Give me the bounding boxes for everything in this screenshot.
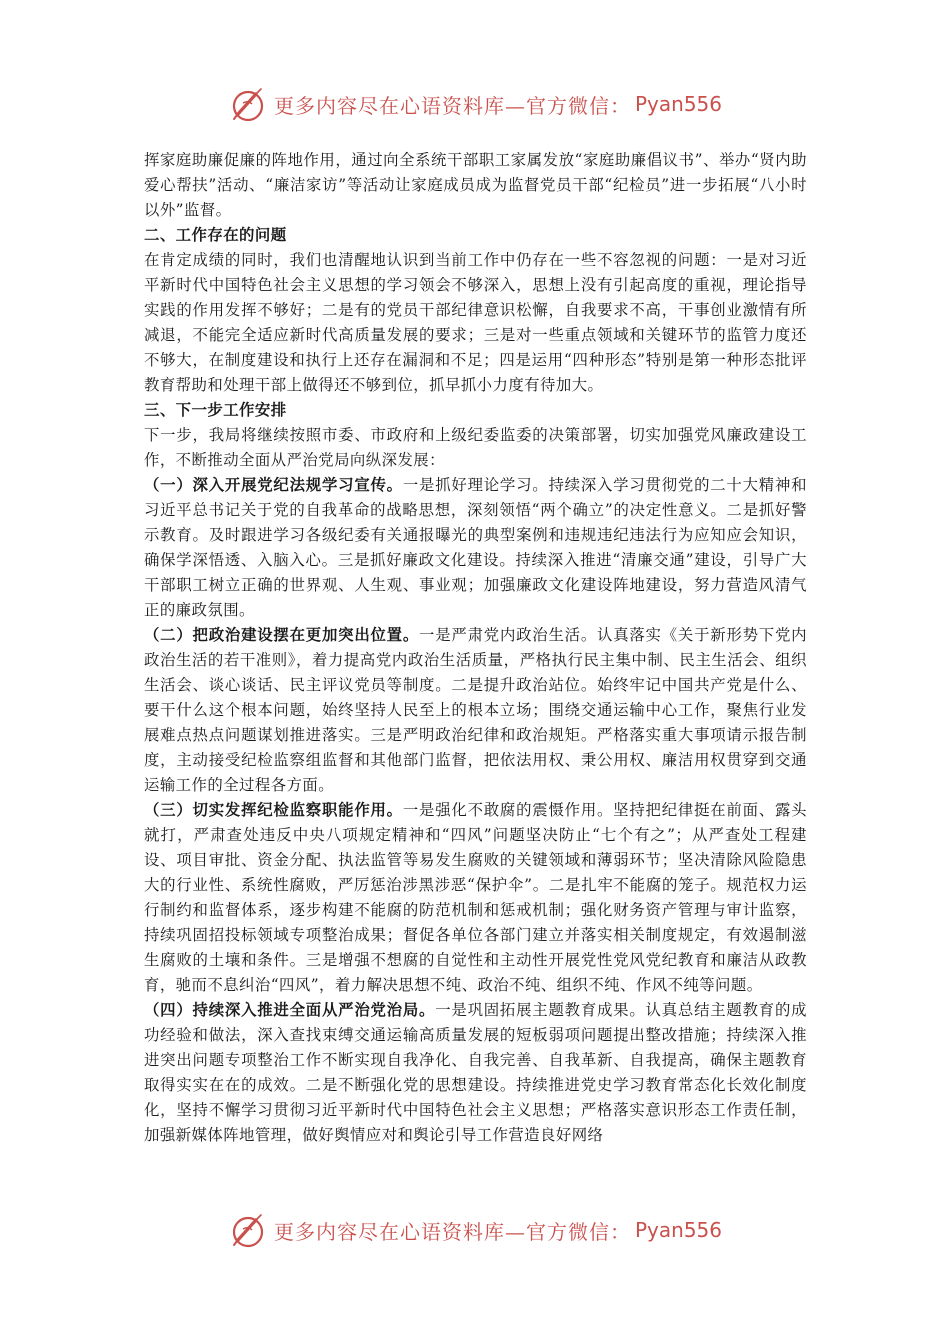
section-3-body: 一是强化不敢腐的震慑作用。坚持把纪律挺在前面、露头就打，严肃查处违反中央八项规定精神和“四风”问题坚决防止“七个有之”；从严查处工程建设、项目审批、资金分配、执法监管等易发生腐败的关键领域和薄弱环节；坚决清除风险隐患大的行业性、系统性腐败，严厉惩治涉黑涉恶“保护伞”。二是扎牢不能腐的笼子。规范权力运行制约和监督体系，逐步构建不能腐的防范机制和惩戒机制；强化财务资产管理与审计监察，持续巩固招投标领域专项整治成果；督促各单位各部门建立并落实相关制度规定，有效遏制滋生腐败的土壤和条件。三是增强不想腐的自觉性和主动性开展党性党风党纪教育和廉洁从政教育，驰而不息纠治“四风”，着力解决思想不纯、政治不纯、组织不纯、作风不纯等问题。 <box>144 801 807 994</box>
section-1-body: 一是抓好理论学习。持续深入学习贯彻党的二十大精神和习近平总书记关于党的自我革命的战略思想，深刻领悟“两个确立”的决定性意义。二是抓好警示教育。及时跟进学习各级纪委有关通报曝光的典型案例和违规违纪违法行为应知应会知识，确保学深悟透、入脑入心。三是抓好廉政文化建设。持续深入推进“清廉交通”建设，引导广大干部职工树立正确的世界观、人生观、事业观；加强廉政文化建设阵地建设，努力营造风清气正的廉政氛围。 <box>144 476 807 619</box>
section-2 <box>144 623 807 798</box>
section-4 <box>144 998 807 1148</box>
banner-wechat-id: Pyan556 <box>634 92 722 116</box>
section-3-lead: （三）切实发挥纪检监察职能作用。 <box>144 801 403 819</box>
paragraph-next-steps: 下一步，我局将继续按照市委、市政府和上级纪委监委的决策部署，切实加强党风廉政建设工作，不断推动全面从严治党局向纵深发展： <box>144 426 807 469</box>
banner-text: 更多内容尽在心语资料库—官方微信： <box>273 1219 631 1244</box>
header-watermark-banner <box>0 82 950 126</box>
section-4-body: 一是巩固拓展主题教育成果。认真总结主题教育的成功经验和做法，深入查找束缚交通运输高质量发展的短板弱项问题提出整改措施；持续深入推进突出问题专项整治工作不断实现自我净化、自我完善、自我革新、自我提高，确保主题教育取得实实在在的成效。二是不断强化党的思想建设。持续推进党史学习教育常态化长效化制度化，坚持不懈学习贯彻习近平新时代中国特色社会主义思想；严格落实意识形态工作责任制，加强新媒体阵地管理，做好舆情应对和舆论引导工作营造良好网络 <box>144 1001 807 1144</box>
section-1-lead: （一）深入开展党纪法规学习宣传。 <box>144 476 403 494</box>
section-1 <box>144 473 807 623</box>
document-body <box>144 148 807 1148</box>
banner-wechat-id: Pyan556 <box>634 1218 722 1242</box>
section-2-body: 一是严肃党内政治生活。认真落实《关于新形势下党内政治生活的若干准则》，着力提高党内政治生活质量，严格执行民主集中制、民主生活会、组织生活会、谈心谈话、民主评议党员等制度。二是提升政治站位。始终牢记中国共产党是什么、要干什么这个根本问题，始终坚持人民至上的根本立场；围绕交通运输中心工作，聚焦行业发展难点热点问题谋划推进落实。三是严明政治纪律和政治规矩。严格落实重大事项请示报告制度，主动接受纪检监察组监督和其他部门监督，把依法用权、秉公用权、廉洁用权贯穿到交通运输工作的全过程各方面。 <box>144 626 807 794</box>
paragraph-problems: 在肯定成绩的同时，我们也清醒地认识到当前工作中仍存在一些不容忽视的问题：一是对习近平新时代中国特色社会主义思想的学习领会不够深入，思想上没有引起高度的重视，理论指导实践的作用发挥不够好；二是有的党员干部纪律意识松懈，自我要求不高，干事创业激情有所减退，不能完全适应新时代高质量发展的要求；三是对一些重点领域和关键环节的监管力度还不够大，在制度建设和执行上还存在漏洞和不足；四是运用“四种形态”特别是第一种形态批评教育帮助和处理干部上做得还不够到位，抓早抓小力度有待加大。 <box>144 251 807 394</box>
section-2-lead: （二）把政治建设摆在更加突出位置。 <box>144 626 420 644</box>
footer-watermark-banner <box>0 1208 950 1252</box>
brand-logo-icon <box>228 1210 268 1250</box>
section-4-lead: （四）持续深入推进全面从严治党治局。 <box>144 1001 436 1019</box>
heading-next-steps: 三、下一步工作安排 <box>144 401 287 419</box>
brand-logo-icon <box>228 84 268 124</box>
section-3 <box>144 798 807 998</box>
banner-text: 更多内容尽在心语资料库—官方微信： <box>273 93 631 118</box>
paragraph-intro: 挥家庭助廉促廉的阵地作用，通过向全系统干部职工家属发放“家庭助廉倡议书”、举办“贤内助爱心帮扶”活动、“廉洁家访”等活动让家庭成员成为监督党员干部“纪检员”进一步拓展“八小时以外”监督。 <box>144 151 807 219</box>
heading-problems: 二、工作存在的问题 <box>144 226 287 244</box>
